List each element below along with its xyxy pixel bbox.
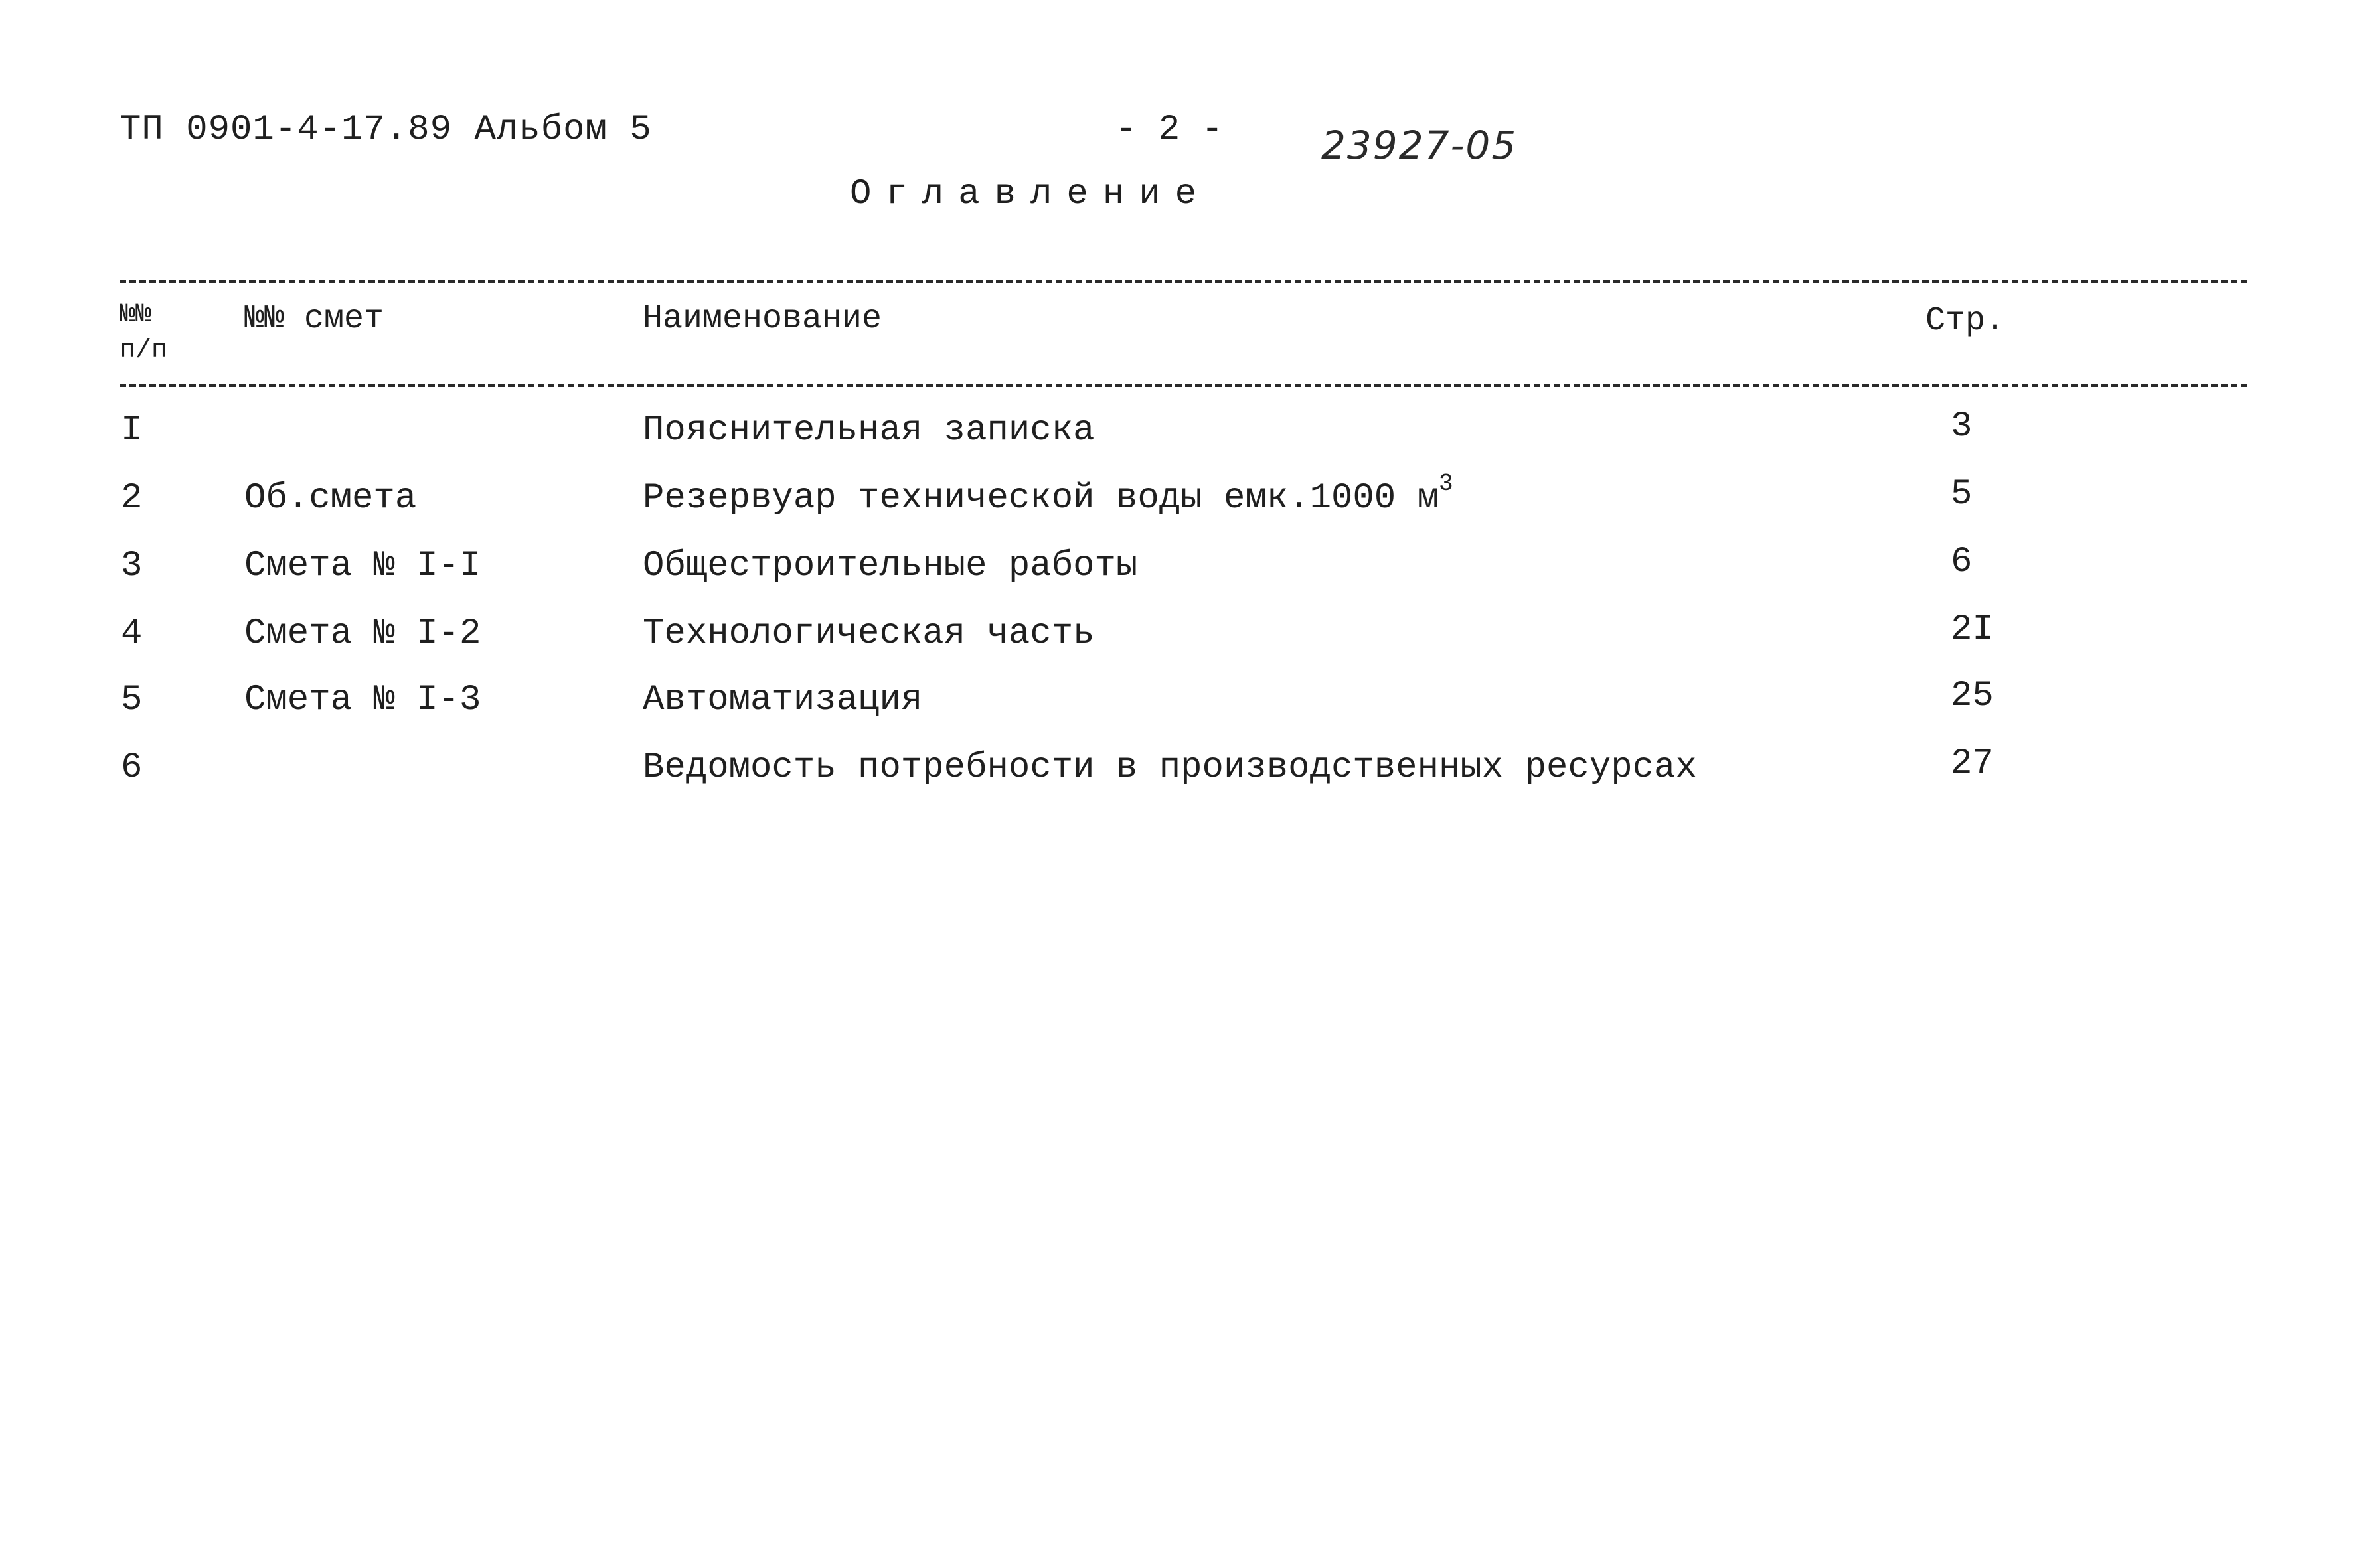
row-name <box>643 470 1453 518</box>
table-row <box>0 676 2353 740</box>
column-header-number <box>120 297 193 369</box>
row-name-text: Автоматизация <box>643 680 923 720</box>
row-name-text: Технологическая часть <box>643 613 1095 654</box>
column-header-page: Стр. <box>1925 302 2006 340</box>
row-number: I <box>121 410 143 451</box>
row-estimate: Смета № I-I <box>244 546 481 586</box>
row-name <box>643 410 1095 451</box>
page-number: - 2 - <box>1115 110 1224 150</box>
row-name <box>643 680 922 720</box>
row-name-text: Ведомость потребности в производственных ресурсах <box>643 747 1697 788</box>
row-page: 5 <box>1951 474 1973 514</box>
table-top-rule <box>120 280 2247 283</box>
table-row <box>0 542 2353 605</box>
row-number: 4 <box>121 613 143 654</box>
row-name-superscript: 3 <box>1439 470 1453 497</box>
row-page: 27 <box>1951 744 1994 784</box>
row-page: 3 <box>1951 406 1973 447</box>
row-page: 2I <box>1951 609 1994 650</box>
row-estimate: Смета № I-2 <box>244 613 481 654</box>
row-number: 5 <box>121 680 143 720</box>
column-header-number-line1: №№ <box>120 300 152 330</box>
table-row <box>0 609 2353 673</box>
table-row <box>0 744 2353 807</box>
page-title: Оглавление <box>850 174 1212 214</box>
document-code: ТП 0901-4-17.89 Альбом 5 <box>120 110 652 150</box>
row-estimate: Об.смета <box>244 478 417 518</box>
column-header-number-line2: п/п <box>120 336 168 366</box>
table-row <box>0 406 2353 470</box>
row-number: 2 <box>121 478 143 518</box>
row-name <box>643 747 1697 788</box>
table-row <box>0 470 2353 538</box>
row-name-text: Общестроительные работы <box>643 546 1138 586</box>
row-name-text: Пояснительная записка <box>643 410 1095 451</box>
table-header-rule <box>120 384 2247 387</box>
row-page: 25 <box>1951 676 1994 716</box>
row-number: 3 <box>121 546 143 586</box>
row-estimate: Смета № I-3 <box>244 680 481 720</box>
handwritten-inventory-number: 23927-05 <box>1321 123 1518 168</box>
row-number: 6 <box>121 747 143 788</box>
row-name-text: Резервуар технической воды емк.1000 м <box>643 478 1439 518</box>
column-header-name: Наименование <box>643 300 882 338</box>
column-header-estimate: №№ смет <box>244 300 384 338</box>
row-name <box>643 613 1095 654</box>
row-page: 6 <box>1951 542 1973 582</box>
row-name <box>643 546 1137 586</box>
